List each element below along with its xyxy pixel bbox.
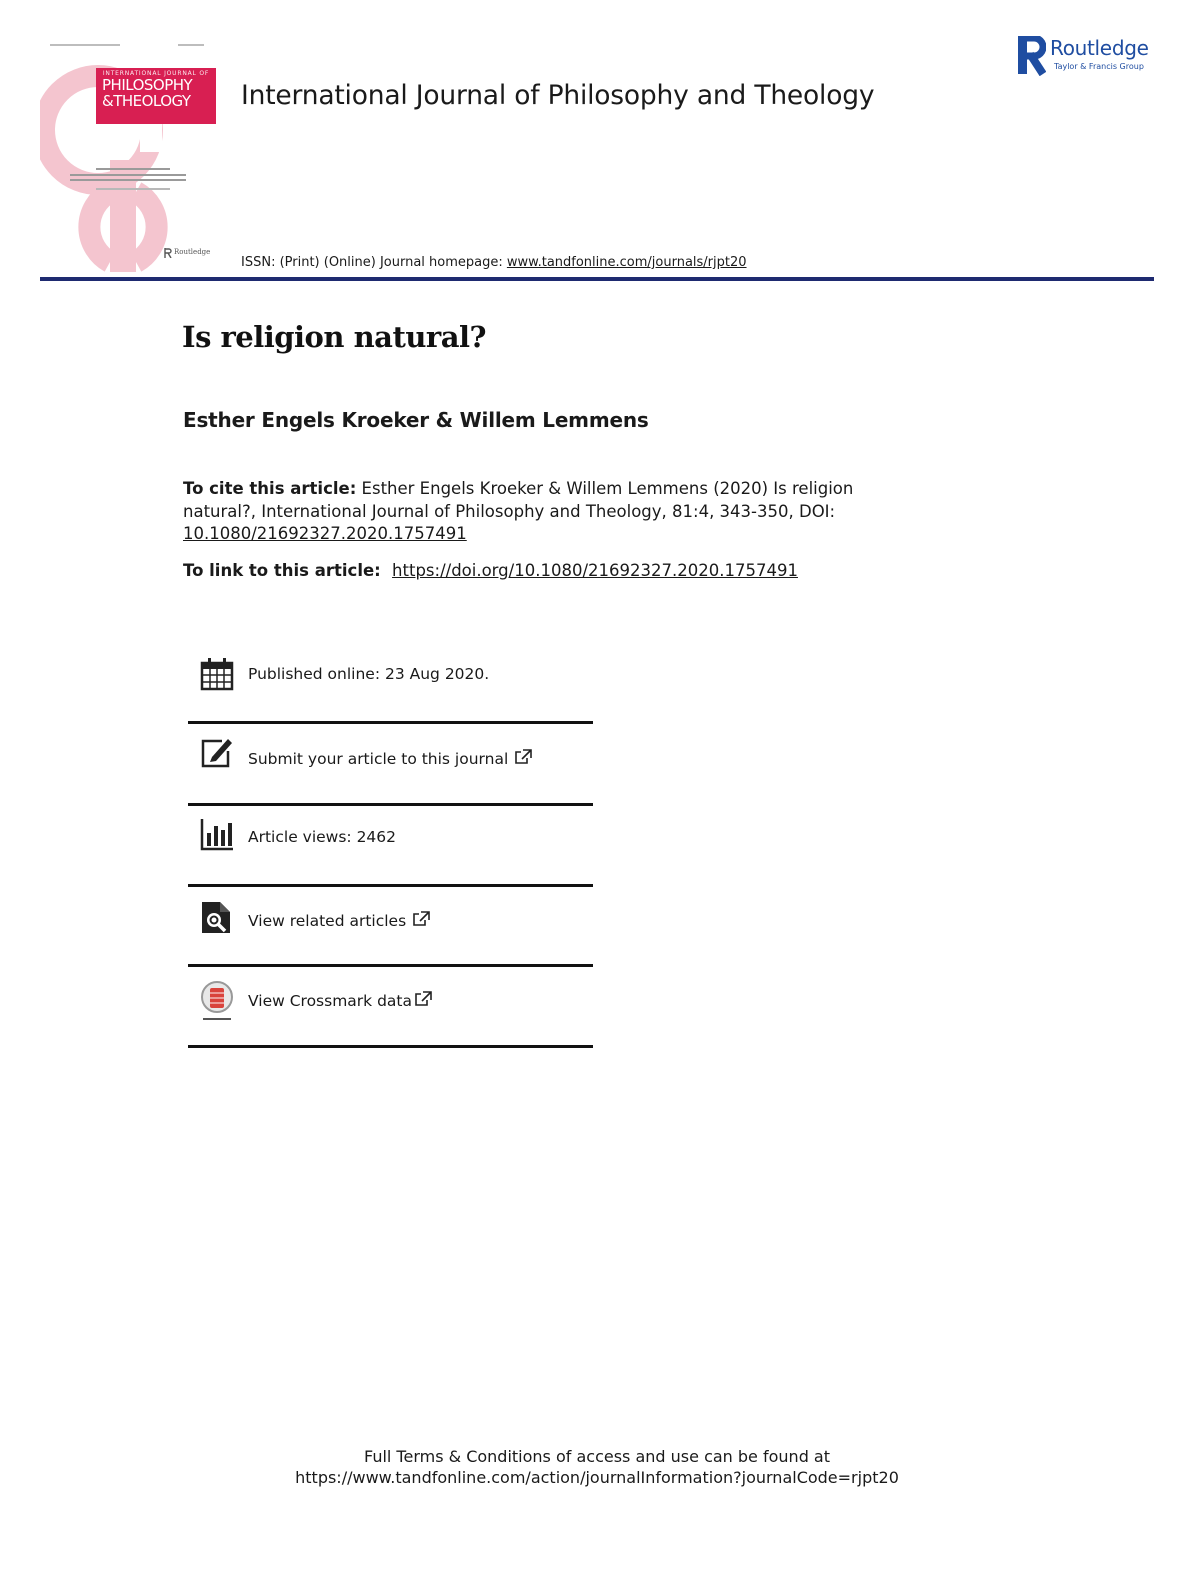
- footer-terms-url[interactable]: https://www.tandfonline.com/action/journalInformation?journalCode=rjpt20: [295, 1468, 899, 1487]
- publisher-tagline: Taylor & Francis Group: [1054, 62, 1144, 71]
- footer-terms: [0, 1446, 1194, 1488]
- cover-title-box: [96, 68, 216, 124]
- external-link-icon: [514, 749, 532, 765]
- journal-title: International Journal of Philosophy and Theology: [241, 80, 875, 111]
- cover-publisher-name: Routledge: [174, 248, 211, 256]
- crossmark-text: View Crossmark data: [248, 992, 412, 1010]
- article-views-text: Article views: 2462: [248, 828, 397, 846]
- submit-article-row[interactable]: [188, 733, 593, 793]
- routledge-r-icon: [1016, 36, 1046, 76]
- published-online-row: [188, 655, 593, 695]
- cover-text-line: [70, 179, 186, 181]
- link-label: To link to this article:: [183, 561, 381, 580]
- divider: [188, 964, 593, 967]
- cover-title-line2: &THEOLOGY: [102, 92, 191, 110]
- divider: [188, 884, 593, 887]
- article-views-row: [188, 815, 593, 875]
- cover-title-pre: INTERNATIONAL JOURNAL OF: [102, 70, 210, 77]
- issn-text: ISSN: (Print) (Online) Journal homepage:: [241, 255, 507, 270]
- related-articles-row[interactable]: [188, 896, 593, 956]
- document-search-icon: [200, 900, 234, 934]
- journal-cover-thumbnail: [40, 42, 220, 270]
- cover-text-line: [96, 168, 170, 170]
- publisher-logo: [1016, 36, 1162, 76]
- article-doi-link[interactable]: https://doi.org/10.1080/21692327.2020.1757491: [392, 561, 798, 580]
- cite-text: Esther Engels Kroeker & Willem Lemmens (2020) Is religion natural?, International Journal of Philosophy and Theology, 81:4, 343-350, DOI:: [183, 479, 854, 521]
- article-authors: Esther Engels Kroeker & Willem Lemmens: [183, 408, 649, 432]
- cover-text-line: [70, 174, 186, 176]
- article-title: Is religion natural?: [182, 320, 487, 354]
- published-online-text: Published online: 23 Aug 2020.: [248, 665, 490, 683]
- cite-label: To cite this article:: [183, 479, 357, 498]
- crossmark-row[interactable]: [188, 978, 593, 1038]
- related-articles-link[interactable]: [248, 911, 430, 930]
- cover-header-line: [50, 44, 120, 46]
- divider: [188, 803, 593, 806]
- crossmark-link[interactable]: [248, 991, 432, 1010]
- footer-line-1: Full Terms & Conditions of access and use can be found at: [363, 1447, 831, 1466]
- related-articles-text: View related articles: [248, 912, 407, 930]
- divider: [188, 1045, 593, 1048]
- bar-chart-icon: [200, 817, 234, 851]
- external-link-icon: [412, 911, 430, 927]
- header-rule: [40, 277, 1154, 281]
- divider: [188, 721, 593, 724]
- external-link-icon: [414, 991, 432, 1007]
- submit-article-text: Submit your article to this journal: [248, 750, 509, 768]
- cover-text-line: [96, 188, 170, 190]
- journal-homepage-link[interactable]: www.tandfonline.com/journals/rjpt20: [506, 255, 747, 270]
- crossmark-icon: [200, 980, 234, 1022]
- cover-header-line: [178, 44, 204, 46]
- citation-block: [183, 478, 883, 546]
- submit-article-link[interactable]: [248, 749, 532, 768]
- publisher-name: Routledge: [1050, 36, 1149, 60]
- edit-icon: [200, 735, 234, 769]
- article-link-line: [183, 561, 798, 580]
- cite-doi-link[interactable]: 10.1080/21692327.2020.1757491: [183, 524, 467, 543]
- issn-line: [241, 255, 747, 270]
- calendar-icon: [200, 657, 234, 691]
- cover-title-line1: PHILOSOPHY: [102, 76, 193, 94]
- cover-publisher-r-icon: [164, 248, 172, 258]
